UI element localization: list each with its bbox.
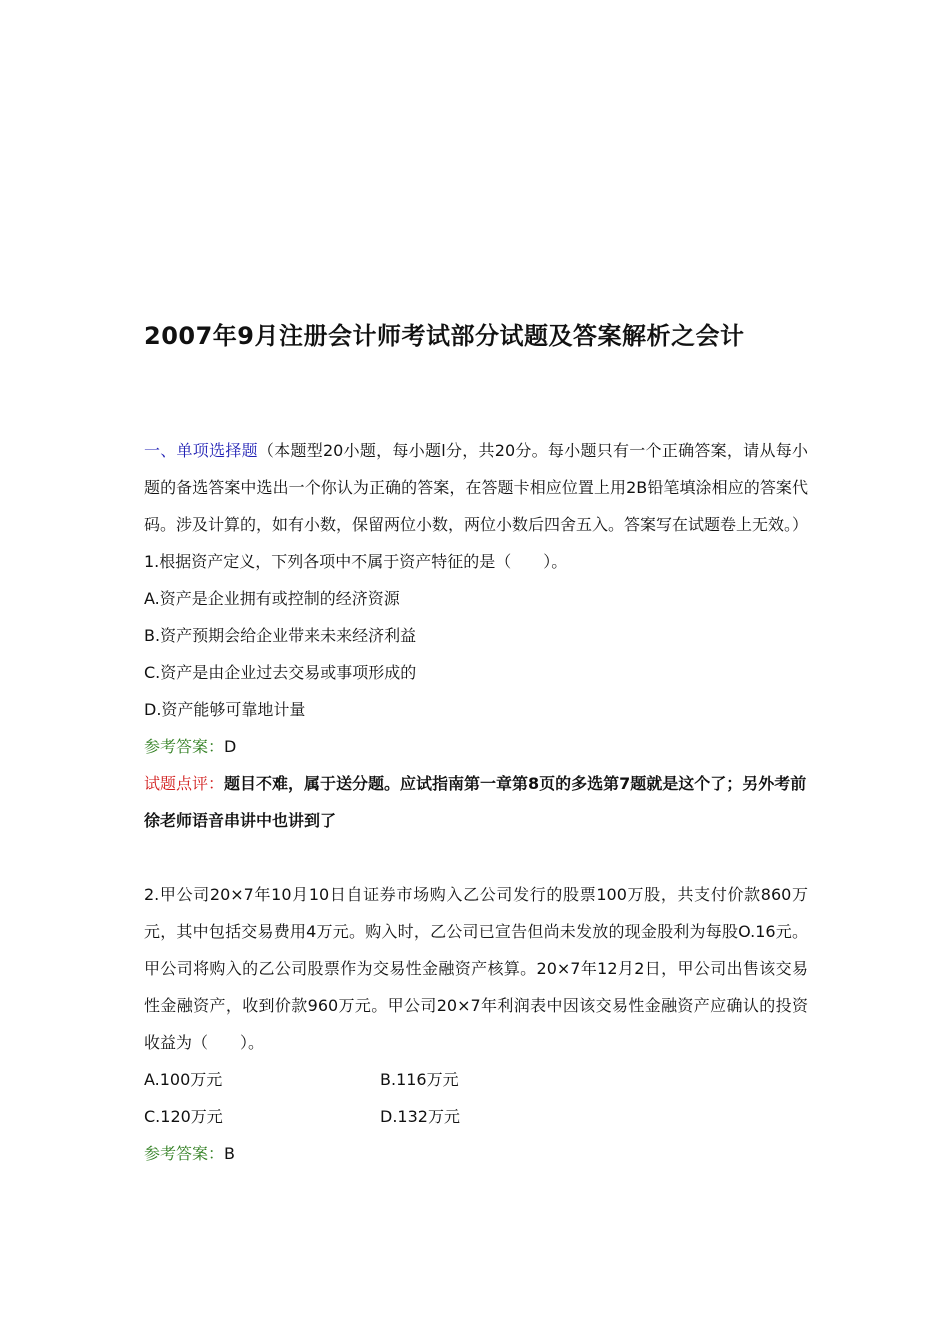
comment-label: 试题点评： bbox=[144, 774, 225, 793]
question-1-answer bbox=[144, 728, 808, 765]
question-2-stem: 2.甲公司20×7年10月10日自证券市场购入乙公司发行的股票100万股，共支付价款860万元，其中包括交易费用4万元。购入时，乙公司已宣告但尚未发放的现金股利为每股O.16元。甲公司将购入的乙公司股票作为交易性金融资产核算。20×7年12月2日，甲公司出售该交易性金融资产，收到价款960万元。甲公司20×7年利润表中因该交易性金融资产应确认的投资收益为（ ）。 bbox=[144, 885, 808, 1052]
section-heading: 一、单项选择题 bbox=[144, 441, 258, 460]
answer-value: D bbox=[224, 737, 237, 756]
question-1-option-d: D.资产能够可靠地计量 bbox=[144, 700, 306, 719]
question-1-option-c: C.资产是由企业过去交易或事项形成的 bbox=[144, 663, 417, 682]
answer-label: 参考答案： bbox=[144, 737, 225, 756]
section-instructions: （本题型20小题，每小题l分，共20分。每小题只有一个正确答案，请从每小题的备选答案中选出一个你认为正确的答案，在答题卡相应位置上用2B铅笔填涂相应的答案代码。涉及计算的，如有小数，保留两位小数，两位小数后四舍五入。答案写在试题卷上无效。） bbox=[144, 441, 809, 534]
question-2-option-d: D.132万元 bbox=[380, 1107, 460, 1126]
document-title: 2007年9月注册会计师考试部分试题及答案解析之会计 bbox=[144, 322, 745, 350]
answer-value: B bbox=[224, 1144, 235, 1163]
question-1-option-b: B.资产预期会给企业带来未来经济利益 bbox=[144, 626, 417, 645]
question-2-option-a: A.100万元 bbox=[144, 1070, 223, 1089]
question-2-option-b: B.116万元 bbox=[380, 1070, 459, 1089]
answer-label: 参考答案： bbox=[144, 1144, 225, 1163]
section-intro bbox=[144, 432, 808, 543]
document-body bbox=[144, 432, 808, 1172]
question-2-options-row-2 bbox=[144, 1098, 808, 1135]
question-1-comment bbox=[144, 765, 808, 839]
question-2-option-c: C.120万元 bbox=[144, 1107, 223, 1126]
question-1-stem: 1.根据资产定义，下列各项中不属于资产特征的是（ ）。 bbox=[144, 552, 568, 571]
comment-text: 题目不难，属于送分题。应试指南第一章第8页的多选第7题就是这个了；另外考前徐老师语音串讲中也讲到了 bbox=[144, 774, 807, 830]
paragraph-spacer bbox=[144, 839, 808, 876]
question-2-options-row-1 bbox=[144, 1061, 808, 1098]
question-2-answer bbox=[144, 1135, 808, 1172]
question-1-option-a: A.资产是企业拥有或控制的经济资源 bbox=[144, 589, 400, 608]
